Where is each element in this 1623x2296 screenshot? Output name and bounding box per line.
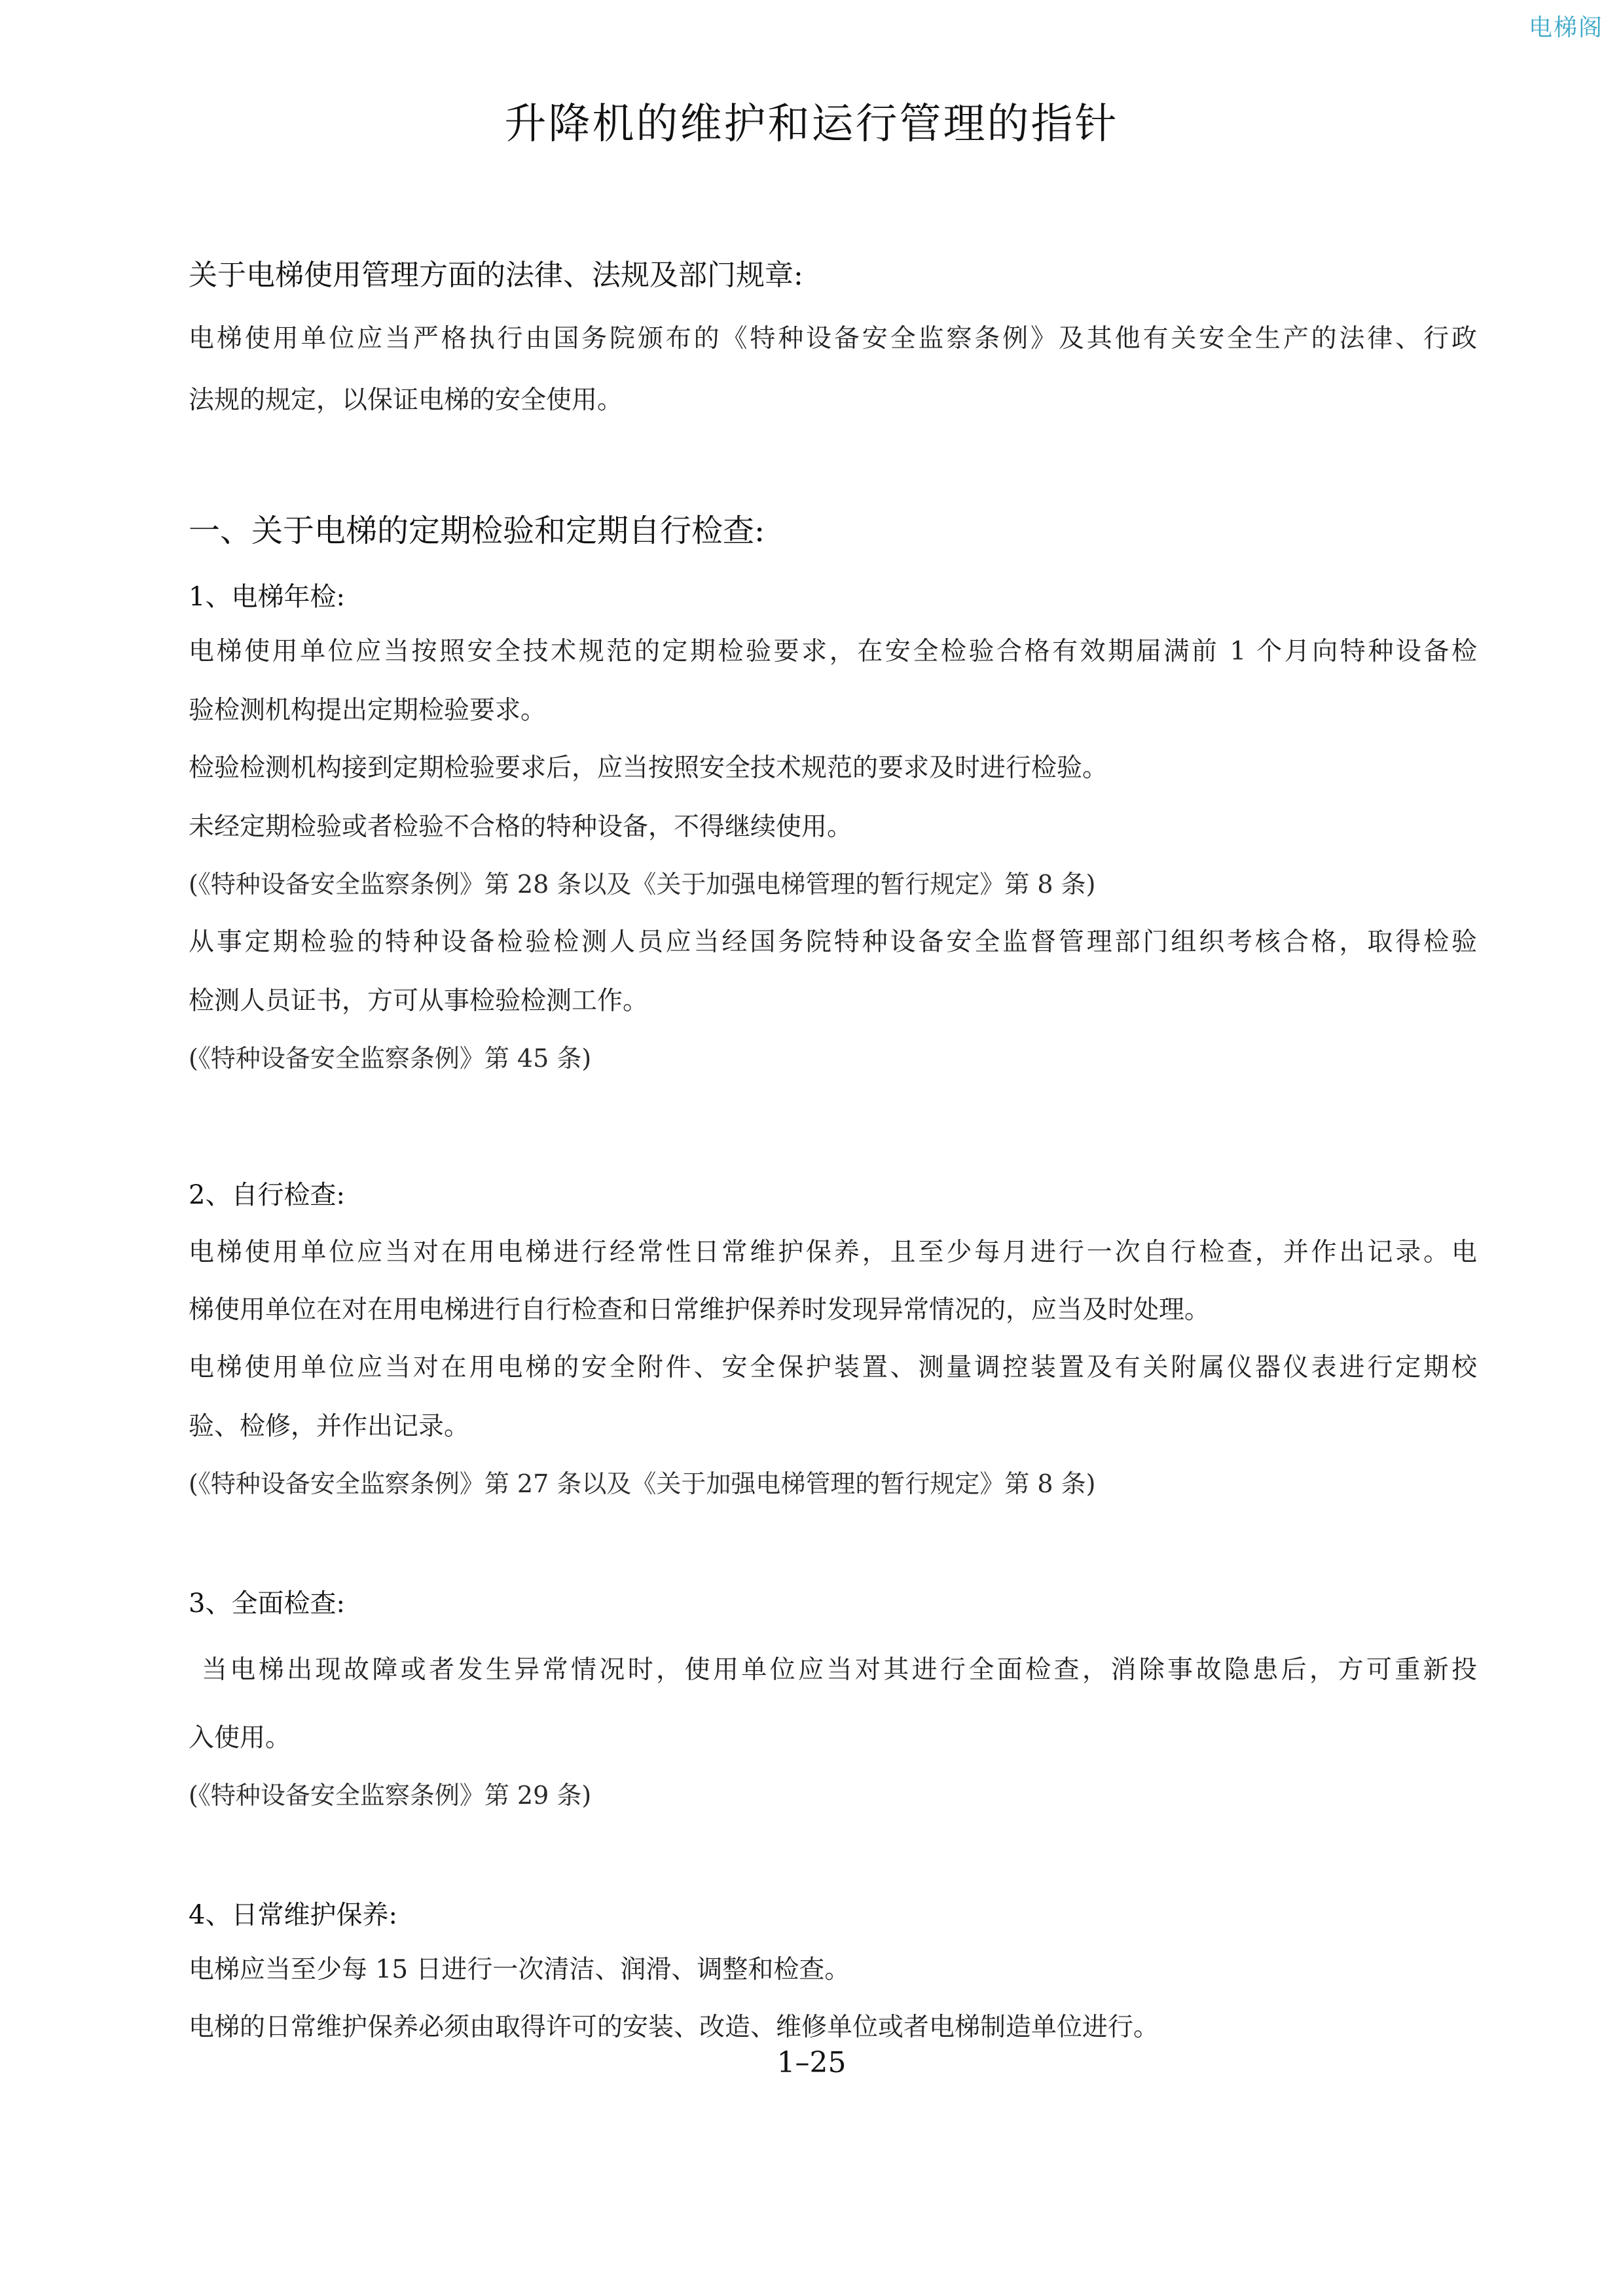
item-2-reference: (《特种设备安全监察条例》第 27 条以及《关于加强电梯管理的暂行规定》第 8 条) [189,1469,1096,1498]
intro-line-2: 法规的规定，以保证电梯的安全使用。 [189,386,623,415]
item-4-line: 电梯应当至少每 15 日进行一次清洁、润滑、调整和检查。 [189,1955,850,1984]
item-3-heading: 3、全面检查: [189,1588,345,1619]
item-1-line: 检验检测机构接到定期检验要求后，应当按照安全技术规范的要求及时进行检验。 [189,753,1108,783]
intro-heading: 关于电梯使用管理方面的法律、法规及部门规章: [189,259,803,292]
item-3-reference: (《特种设备安全监察条例》第 29 条) [189,1781,592,1810]
item-1-line: 检测人员证书，方可从事检验检测工作。 [189,986,649,1016]
item-2-heading: 2、自行检查: [189,1180,345,1210]
page-number: 1–25 [776,2046,847,2079]
item-1-line: 电梯使用单位应当按照安全技术规范的定期检验要求，在安全检验合格有效期届满前 1 个月向特种设备检 [189,637,1477,666]
intro-line-1: 电梯使用单位应当严格执行由国务院颁布的《特种设备安全监察条例》及其他有关安全生产的法律、行政 [189,324,1477,353]
item-1-line: 未经定期检验或者检验不合格的特种设备，不得继续使用。 [189,812,853,842]
item-1-reference: (《特种设备安全监察条例》第 45 条) [189,1044,592,1073]
item-1-line: 验检测机构提出定期检验要求。 [189,696,547,725]
item-2-line: 电梯使用单位应当对在用电梯进行经常性日常维护保养，且至少每月进行一次自行检查，并作出记录。电 [189,1238,1477,1267]
item-1-reference: (《特种设备安全监察条例》第 28 条以及《关于加强电梯管理的暂行规定》第 8 条) [189,870,1096,899]
item-4-line: 电梯的日常维护保养必须由取得许可的安装、改造、维修单位或者电梯制造单位进行。 [189,2013,1159,2042]
item-1-line: 从事定期检验的特种设备检验检测人员应当经国务院特种设备安全监督管理部门组织考核合格，取得检验 [189,927,1477,957]
item-2-line: 电梯使用单位应当对在用电梯的安全附件、安全保护装置、测量调控装置及有关附属仪器仪表进行定期校 [189,1353,1477,1382]
item-3-line: 入使用。 [189,1723,291,1753]
item-2-line: 梯使用单位在对在用电梯进行自行检查和日常维护保养时发现异常情况的，应当及时处理。 [189,1295,1211,1325]
watermark: 电梯阁 [1528,14,1603,41]
section-1-heading: 一、关于电梯的定期检验和定期自行检查: [189,512,765,549]
item-4-heading: 4、日常维护保养: [189,1900,397,1930]
item-3-line: 当电梯出现故障或者发生异常情况时，使用单位应当对其进行全面检查，消除事故隐患后，方可重新投 [202,1655,1477,1685]
item-1-heading: 1、电梯年检: [189,582,345,612]
item-2-line: 验、检修，并作出记录。 [189,1412,470,1441]
page-title: 升降机的维护和运行管理的指针 [504,100,1119,149]
